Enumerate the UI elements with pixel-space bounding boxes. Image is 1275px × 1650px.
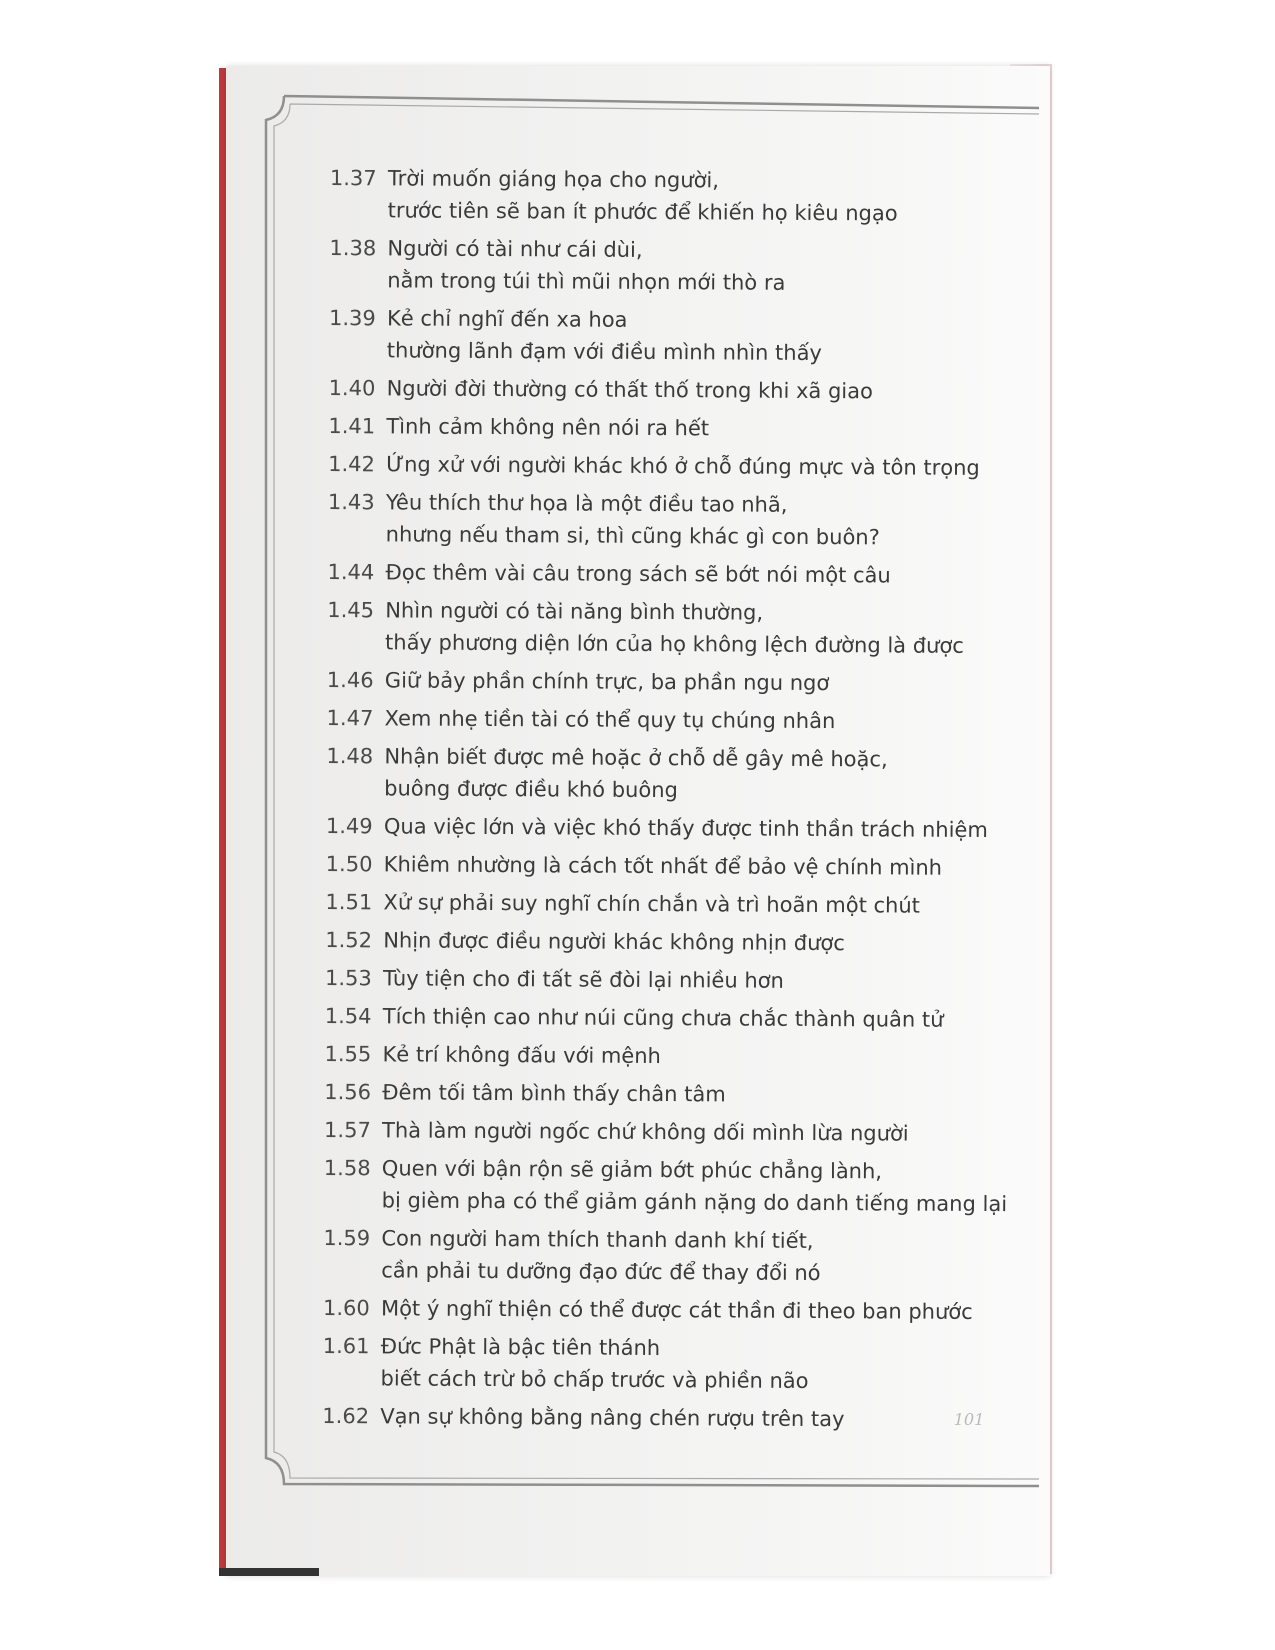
toc-entry-number: 1.41 [328,413,376,439]
toc-entry-number: 1.62 [322,1403,370,1429]
toc-entry-number: 1.51 [325,889,373,915]
toc-entry-title [382,1152,1024,1220]
toc-entry[interactable] [324,1114,1024,1150]
toc-entry-number: 1.50 [325,851,373,877]
toc-entry[interactable] [324,1076,1024,1112]
toc-entry[interactable] [329,302,1029,370]
toc-entry-title-line: thường lãnh đạm với điều mình nhìn thấy [386,338,822,366]
toc-entry-title [381,1292,1023,1328]
toc-entry[interactable] [329,232,1029,300]
toc-entry-number: 1.46 [326,667,374,693]
toc-entry-title-line: Qua việc lớn và việc khó thấy được tinh thần trách nhiệm [383,814,988,843]
toc-entry-title [386,410,1028,446]
toc-entry-title-line: Kẻ trí không đấu với mệnh [382,1042,661,1069]
toc-entry[interactable] [325,886,1025,922]
toc-entry-title [386,486,1028,554]
toc-entry-title [387,302,1029,370]
toc-entry-title-line: Kẻ chỉ nghĩ đến xa hoa [386,306,628,332]
toc-entry-title-line: Xem nhẹ tiền tài có thể quy tụ chúng nhân [384,706,836,734]
toc-entry-title-line: nằm trong túi thì mũi nhọn mới thò ra [387,268,786,295]
toc-entry-title [380,1330,1022,1398]
toc-entry-title [384,848,1026,884]
toc-entry-title [385,594,1027,662]
toc-entry-title-line: nhưng nếu tham si, thì cũng khác gì con buôn? [385,522,880,550]
toc-entry-number: 1.38 [329,235,377,261]
toc-entry-title [381,1222,1023,1290]
toc-entry[interactable] [327,556,1027,592]
toc-entry[interactable] [328,486,1028,554]
toc-entry[interactable] [327,664,1027,700]
toc-entry-title [388,162,1030,230]
toc-entry-title-line: Yêu thích thư họa là một điều tao nhã, [385,490,788,517]
toc-entry-number: 1.54 [324,1003,372,1029]
toc-entry-number: 1.45 [327,597,375,623]
toc-entry-number: 1.47 [326,705,374,731]
toc-entry-title-line: Một ý nghĩ thiện có thể được cát thần đi theo ban phước [380,1296,973,1324]
toc-entry[interactable] [329,372,1029,408]
toc-entry[interactable] [325,1000,1025,1036]
toc-entry[interactable] [322,1400,1022,1436]
toc-entry-title [380,1400,1022,1436]
toc-entry-title [383,924,1025,960]
toc-entry-number: 1.61 [322,1333,370,1359]
toc-entry-title-line: Khiêm nhường là cách tốt nhất để bảo vệ chính mình [383,852,943,880]
toc-entry-number: 1.55 [324,1041,372,1067]
toc-entry-number: 1.60 [322,1295,370,1321]
toc-entry-title-line: Đức Phật là bậc tiên thánh [380,1334,661,1361]
toc-entry-number: 1.56 [324,1079,372,1105]
toc-entry-title-line: Ứng xử với người khác khó ở chỗ đúng mực và tôn trọng [386,452,980,480]
toc-entry[interactable] [323,1222,1023,1290]
toc-entry-title [383,962,1025,998]
toc-entry-title-line: Vạn sự không bằng nâng chén rượu trên tay [380,1404,845,1432]
toc-entry-number: 1.40 [328,375,376,401]
toc-entry-title-line: Tích thiện cao như núi cũng chưa chắc thành quân tử [382,1004,944,1032]
toc-entry-number: 1.57 [324,1117,371,1143]
toc-entry-number: 1.49 [325,813,373,839]
toc-entry-title-line: buông được điều khó buông [384,776,678,803]
toc-entry-number: 1.48 [326,743,374,769]
toc-entry-title [385,664,1027,700]
toc-entry-title-line: Thà làm người ngốc chứ không dối mình lừa người [382,1118,909,1146]
table-of-contents [322,162,1030,1486]
toc-entry[interactable] [325,924,1025,960]
toc-entry[interactable] [330,162,1030,230]
toc-entry-title-line: Đêm tối tâm bình thấy chân tâm [382,1080,726,1107]
toc-entry-title-line: Nhận biết được mê hoặc ở chỗ dễ gây mê hoặc, [384,744,888,772]
toc-entry-title-line: Trời muốn giáng họa cho người, [387,166,720,193]
toc-entry[interactable] [328,448,1028,484]
toc-entry[interactable] [322,1330,1022,1398]
toc-entry-title [386,448,1028,484]
toc-entry-title-line: trước tiên sẽ ban ít phước để khiến họ kiêu ngạo [387,198,898,226]
toc-entry[interactable] [326,848,1026,884]
toc-entry[interactable] [325,962,1025,998]
toc-entry-title [383,886,1025,922]
toc-entry-title-line: thấy phương diện lớn của họ không lệch đường là được [384,630,964,658]
toc-entry-title-line: Người có tài như cái dùi, [387,236,643,262]
toc-entry-title-line: Giữ bảy phần chính trực, ba phần ngu ngơ [384,668,830,696]
toc-entry-title-line: cần phải tu dưỡng đạo đức để thay đổi nó [381,1258,821,1286]
toc-entry-title-line: bị gièm pha có thể giảm gánh nặng do danh tiếng mang lại [381,1188,1008,1217]
toc-entry-number: 1.43 [327,489,375,515]
toc-entry-number: 1.59 [323,1225,371,1251]
toc-entry-title [384,810,1026,846]
toc-entry-title-line: Nhịn được điều người khác không nhịn được [383,928,845,956]
toc-entry-title-line: biết cách trừ bỏ chấp trước và phiền não [380,1366,809,1393]
toc-entry-number: 1.37 [329,165,377,191]
toc-entry-title [384,740,1026,808]
toc-entry-title-line: Người đời thường có thất thố trong khi xã giao [386,376,873,404]
toc-entry-number: 1.58 [323,1155,371,1181]
toc-entry-title-line: Tùy tiện cho đi tất sẽ đòi lại nhiều hơn [382,966,784,993]
toc-entry-title-line: Tình cảm không nên nói ra hết [386,414,710,441]
toc-entry-title-line: Xử sự phải suy nghĩ chín chắn và trì hoãn một chút [383,890,921,918]
toc-entry-title-line: Đọc thêm vài câu trong sách sẽ bớt nói một câu [385,560,891,588]
toc-entry-number: 1.44 [327,559,375,585]
toc-entry-title [382,1076,1024,1112]
toc-entry[interactable] [326,740,1026,808]
toc-entry[interactable] [327,594,1027,662]
toc-entry-number: 1.42 [328,451,375,477]
toc-entry-title [385,556,1027,592]
toc-entry[interactable] [328,410,1028,446]
toc-entry[interactable] [324,1038,1024,1074]
toc-entry-title [385,702,1027,738]
toc-entry-title [387,372,1029,408]
toc-entry-title [382,1114,1024,1150]
toc-entry[interactable] [326,810,1026,846]
toc-entry[interactable] [327,702,1027,738]
toc-entry-title [387,232,1029,300]
toc-entry-number: 1.53 [324,965,372,991]
toc-entry-title [383,1000,1025,1036]
toc-entry-number: 1.52 [325,927,373,953]
toc-entry-title-line: Nhìn người có tài năng bình thường, [385,598,764,625]
toc-entry-title-line: Quen với bận rộn sẽ giảm bớt phúc chẳng lành, [381,1156,883,1184]
toc-entry[interactable] [323,1292,1023,1328]
book-edge-bottom [219,1568,319,1576]
toc-entry[interactable] [324,1152,1024,1220]
toc-entry-title-line: Con người ham thích thanh danh khí tiết, [381,1226,814,1253]
toc-entry-number: 1.39 [328,305,376,331]
toc-entry-title [382,1038,1024,1074]
toc-entry-page-number: 101 [953,1409,985,1430]
